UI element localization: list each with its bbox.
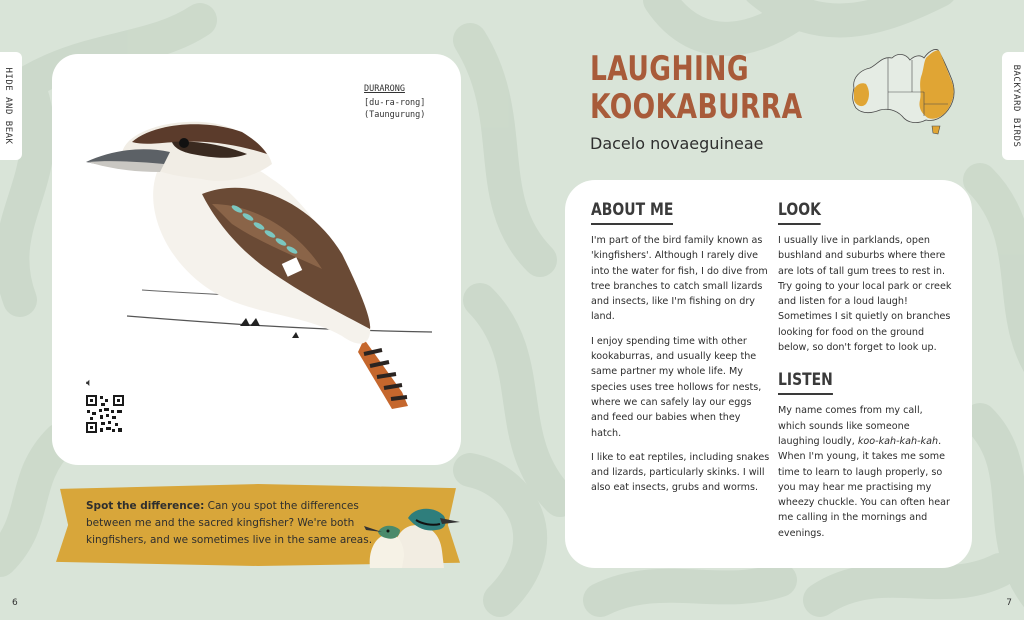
sacred-kingfisher-illustration — [360, 496, 460, 568]
qr-code-icon[interactable] — [85, 394, 125, 434]
page-number-left: 6 — [12, 598, 18, 608]
listen-text-before: My name comes from my call, which sounds like someone laughing loudly, — [778, 405, 923, 447]
listen-heading: LISTEN — [778, 370, 833, 395]
side-tab-right-label: BACKYARD BIRDS — [1011, 64, 1021, 148]
scientific-name: Dacelo novaeguineae — [590, 134, 764, 153]
banner-text — [86, 498, 386, 549]
about-me-paragraph-3: I like to eat reptiles, including snakes and lizards, particularly skinks. I will also eat insects, grubs and worms. — [591, 451, 770, 494]
page-number-right: 7 — [1006, 598, 1012, 608]
look-heading: LOOK — [778, 200, 821, 225]
look-paragraph: I usually live in parklands, open bushland and suburbs where there are lots of tall gum trees to rest in. Try going to your local park or creek and listen for a loud laugh! Sometimes I sit quietly on branches looking for food on the ground below, so don't forget to look up. — [778, 235, 952, 354]
look-listen-column — [778, 200, 953, 550]
listen-call: koo-kah-kah-kah — [857, 435, 939, 447]
info-card — [565, 180, 972, 568]
about-me-column — [591, 200, 771, 505]
banner-body: Can you spot the differences between me and the sacred kingfisher? We're both kingfishers, and we sometimes live in the same areas. — [86, 500, 373, 546]
speaker-icon[interactable]: 🔈︎ — [86, 376, 93, 389]
side-tab-left[interactable] — [0, 52, 22, 160]
listen-text-after: . When I'm young, it takes me some time to learn to laugh properly, so you may hear me practising my wheezy chuckle. You can often hear me calling in the mornings and evenings. — [778, 435, 950, 539]
indigenous-name: DURARONG — [364, 84, 405, 94]
about-me-paragraph-2: I enjoy spending time with other kookaburras, and usually keep the same partner my whole life. My species uses tree hollows for nests, where we can safely lay our eggs and feed our babies when they hatch. — [591, 335, 762, 439]
pronunciation: [du-ra-rong] — [364, 98, 426, 108]
about-me-paragraph-1: I'm part of the bird family known as 'kingfishers'. Although I rarely dive into the water for fish, I do dive from tree branches to catch small lizards and insects, like I'm fishing on dry land. — [591, 235, 768, 323]
language-name: (Taungurung) — [364, 110, 426, 120]
title-line-2: KOOKABURRA — [590, 87, 803, 127]
australia-distribution-map — [848, 44, 960, 136]
banner-label: Spot the difference: — [86, 500, 205, 512]
about-me-heading: ABOUT ME — [591, 200, 673, 225]
page-title — [590, 50, 803, 126]
illustration-card — [52, 54, 461, 465]
listen-paragraph — [778, 403, 953, 541]
side-tab-right[interactable] — [1002, 52, 1024, 160]
side-tab-left-label: HIDE AND BEAK — [3, 67, 13, 145]
title-line-1: LAUGHING — [590, 49, 750, 89]
